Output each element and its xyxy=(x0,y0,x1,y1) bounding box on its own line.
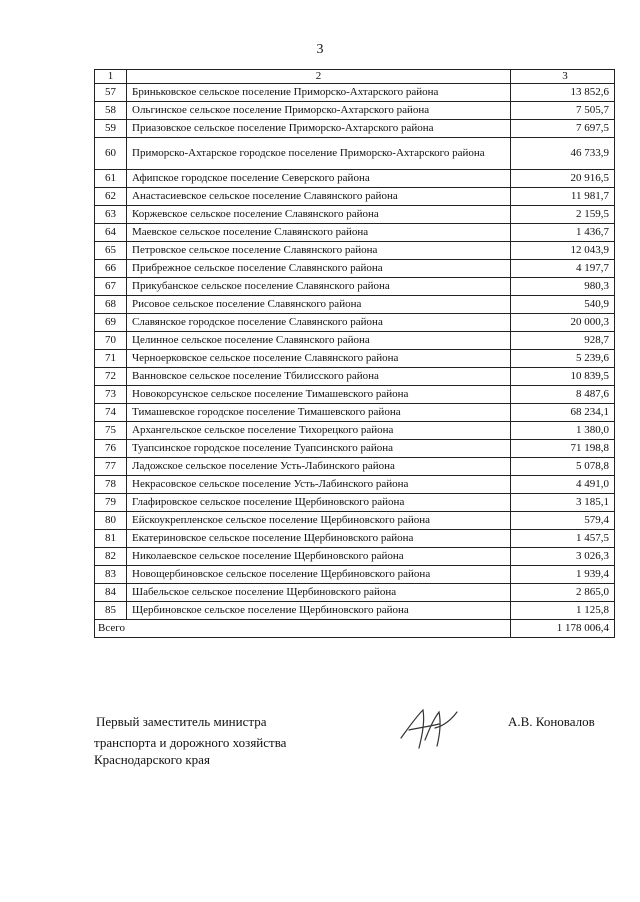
row-settlement-name: Ейскоукрепленское сельское поселение Щербиновского района xyxy=(127,512,511,530)
table-row xyxy=(95,296,615,314)
row-amount: 579,4 xyxy=(511,512,615,530)
row-settlement-name: Туапсинское городское поселение Туапсинского района xyxy=(127,440,511,458)
row-settlement-name: Рисовое сельское поселение Славянского района xyxy=(127,296,511,314)
row-number: 70 xyxy=(95,332,127,350)
row-settlement-name: Шабельское сельское поселение Щербиновского района xyxy=(127,584,511,602)
row-settlement-name: Николаевское сельское поселение Щербиновского района xyxy=(127,548,511,566)
row-number: 81 xyxy=(95,530,127,548)
row-amount: 3 185,1 xyxy=(511,494,615,512)
row-amount: 1 125,8 xyxy=(511,602,615,620)
signatory-title-line: транспорта и дорожного хозяйства xyxy=(94,735,287,750)
row-number: 85 xyxy=(95,602,127,620)
row-amount: 7 505,7 xyxy=(511,102,615,120)
table-row xyxy=(95,350,615,368)
row-amount: 12 043,9 xyxy=(511,242,615,260)
row-number: 57 xyxy=(95,84,127,102)
table-row xyxy=(95,422,615,440)
header-col-3: 3 xyxy=(511,70,615,84)
row-amount: 1 457,5 xyxy=(511,530,615,548)
row-amount: 1 939,4 xyxy=(511,566,615,584)
row-number: 72 xyxy=(95,368,127,386)
row-settlement-name: Черноерковское сельское поселение Славянского района xyxy=(127,350,511,368)
row-settlement-name: Маевское сельское поселение Славянского района xyxy=(127,224,511,242)
row-amount: 11 981,7 xyxy=(511,188,615,206)
table-row xyxy=(95,102,615,120)
row-number: 76 xyxy=(95,440,127,458)
row-number: 60 xyxy=(95,138,127,170)
row-amount: 4 197,7 xyxy=(511,260,615,278)
row-amount: 68 234,1 xyxy=(511,404,615,422)
row-amount: 3 026,3 xyxy=(511,548,615,566)
row-settlement-name: Приморско-Ахтарское городское поселение Приморско-Ахтарского района xyxy=(127,138,511,170)
row-number: 78 xyxy=(95,476,127,494)
row-number: 62 xyxy=(95,188,127,206)
row-settlement-name: Глафировское сельское поселение Щербиновского района xyxy=(127,494,511,512)
row-amount: 13 852,6 xyxy=(511,84,615,102)
header-col-1: 1 xyxy=(95,70,127,84)
handwritten-signature xyxy=(395,700,465,755)
table-header-row xyxy=(95,70,615,84)
row-settlement-name: Архангельское сельское поселение Тихорецкого района xyxy=(127,422,511,440)
table-row xyxy=(95,260,615,278)
row-number: 77 xyxy=(95,458,127,476)
table-row xyxy=(95,224,615,242)
row-amount: 928,7 xyxy=(511,332,615,350)
row-amount: 71 198,8 xyxy=(511,440,615,458)
row-amount: 1 436,7 xyxy=(511,224,615,242)
row-number: 82 xyxy=(95,548,127,566)
row-amount: 5 078,8 xyxy=(511,458,615,476)
row-settlement-name: Целинное сельское поселение Славянского района xyxy=(127,332,511,350)
table-row xyxy=(95,188,615,206)
row-settlement-name: Славянское городское поселение Славянского района xyxy=(127,314,511,332)
row-settlement-name: Новокорсунское сельское поселение Тимашевского района xyxy=(127,386,511,404)
row-number: 79 xyxy=(95,494,127,512)
row-number: 73 xyxy=(95,386,127,404)
row-number: 75 xyxy=(95,422,127,440)
table-row xyxy=(95,386,615,404)
table-row xyxy=(95,602,615,620)
row-amount: 20 000,3 xyxy=(511,314,615,332)
row-number: 65 xyxy=(95,242,127,260)
table-row xyxy=(95,404,615,422)
table-row xyxy=(95,494,615,512)
row-amount: 4 491,0 xyxy=(511,476,615,494)
row-number: 61 xyxy=(95,170,127,188)
row-number: 59 xyxy=(95,120,127,138)
row-settlement-name: Афипское городское поселение Северского района xyxy=(127,170,511,188)
row-settlement-name: Приазовское сельское поселение Приморско-Ахтарского района xyxy=(127,120,511,138)
row-number: 67 xyxy=(95,278,127,296)
row-settlement-name: Екатериновское сельское поселение Щербиновского района xyxy=(127,530,511,548)
table-row xyxy=(95,458,615,476)
row-number: 63 xyxy=(95,206,127,224)
signatory-title-line: Первый заместитель министра xyxy=(96,714,267,729)
row-settlement-name: Анастасиевское сельское поселение Славянского района xyxy=(127,188,511,206)
page-number: 3 xyxy=(316,42,324,57)
row-settlement-name: Новощербиновское сельское поселение Щербиновского района xyxy=(127,566,511,584)
row-settlement-name: Ладожское сельское поселение Усть-Лабинского района xyxy=(127,458,511,476)
row-number: 68 xyxy=(95,296,127,314)
row-amount: 7 697,5 xyxy=(511,120,615,138)
table-row xyxy=(95,584,615,602)
row-number: 74 xyxy=(95,404,127,422)
allocation-table xyxy=(94,69,615,638)
row-amount: 46 733,9 xyxy=(511,138,615,170)
row-number: 83 xyxy=(95,566,127,584)
total-label: Всего xyxy=(95,620,511,638)
row-number: 84 xyxy=(95,584,127,602)
row-amount: 5 239,6 xyxy=(511,350,615,368)
row-settlement-name: Ванновское сельское поселение Тбилисского района xyxy=(127,368,511,386)
table-row xyxy=(95,278,615,296)
table-row xyxy=(95,566,615,584)
row-number: 64 xyxy=(95,224,127,242)
table-row xyxy=(95,512,615,530)
row-settlement-name: Бриньковское сельское поселение Приморско-Ахтарского района xyxy=(127,84,511,102)
row-amount: 20 916,5 xyxy=(511,170,615,188)
table-row xyxy=(95,440,615,458)
total-amount: 1 178 006,4 xyxy=(511,620,615,638)
row-number: 71 xyxy=(95,350,127,368)
table-row xyxy=(95,332,615,350)
table-row xyxy=(95,206,615,224)
signatory-title xyxy=(94,713,286,768)
row-number: 80 xyxy=(95,512,127,530)
row-amount: 540,9 xyxy=(511,296,615,314)
table-row xyxy=(95,368,615,386)
allocation-table-body xyxy=(95,70,615,638)
table-row xyxy=(95,530,615,548)
row-number: 58 xyxy=(95,102,127,120)
row-number: 66 xyxy=(95,260,127,278)
row-amount: 8 487,6 xyxy=(511,386,615,404)
row-amount: 2 865,0 xyxy=(511,584,615,602)
row-amount: 10 839,5 xyxy=(511,368,615,386)
table-row xyxy=(95,548,615,566)
row-settlement-name: Тимашевское городское поселение Тимашевского района xyxy=(127,404,511,422)
row-settlement-name: Прикубанское сельское поселение Славянского района xyxy=(127,278,511,296)
table-total-row xyxy=(95,620,615,638)
header-col-2: 2 xyxy=(127,70,511,84)
row-amount: 2 159,5 xyxy=(511,206,615,224)
signatory-name: А.В. Коновалов xyxy=(508,714,595,729)
row-amount: 1 380,0 xyxy=(511,422,615,440)
table-row xyxy=(95,476,615,494)
table-row xyxy=(95,242,615,260)
table-row xyxy=(95,170,615,188)
row-settlement-name: Петровское сельское поселение Славянского района xyxy=(127,242,511,260)
row-settlement-name: Прибрежное сельское поселение Славянского района xyxy=(127,260,511,278)
table-row xyxy=(95,314,615,332)
table-row xyxy=(95,120,615,138)
row-settlement-name: Щербиновское сельское поселение Щербиновского района xyxy=(127,602,511,620)
table-row xyxy=(95,138,615,170)
row-settlement-name: Коржевское сельское поселение Славянского района xyxy=(127,206,511,224)
row-settlement-name: Ольгинское сельское поселение Приморско-Ахтарского района xyxy=(127,102,511,120)
row-settlement-name: Некрасовское сельское поселение Усть-Лабинского района xyxy=(127,476,511,494)
row-number: 69 xyxy=(95,314,127,332)
row-amount: 980,3 xyxy=(511,278,615,296)
table-row xyxy=(95,84,615,102)
signatory-title-line: Краснодарского края xyxy=(94,752,210,767)
